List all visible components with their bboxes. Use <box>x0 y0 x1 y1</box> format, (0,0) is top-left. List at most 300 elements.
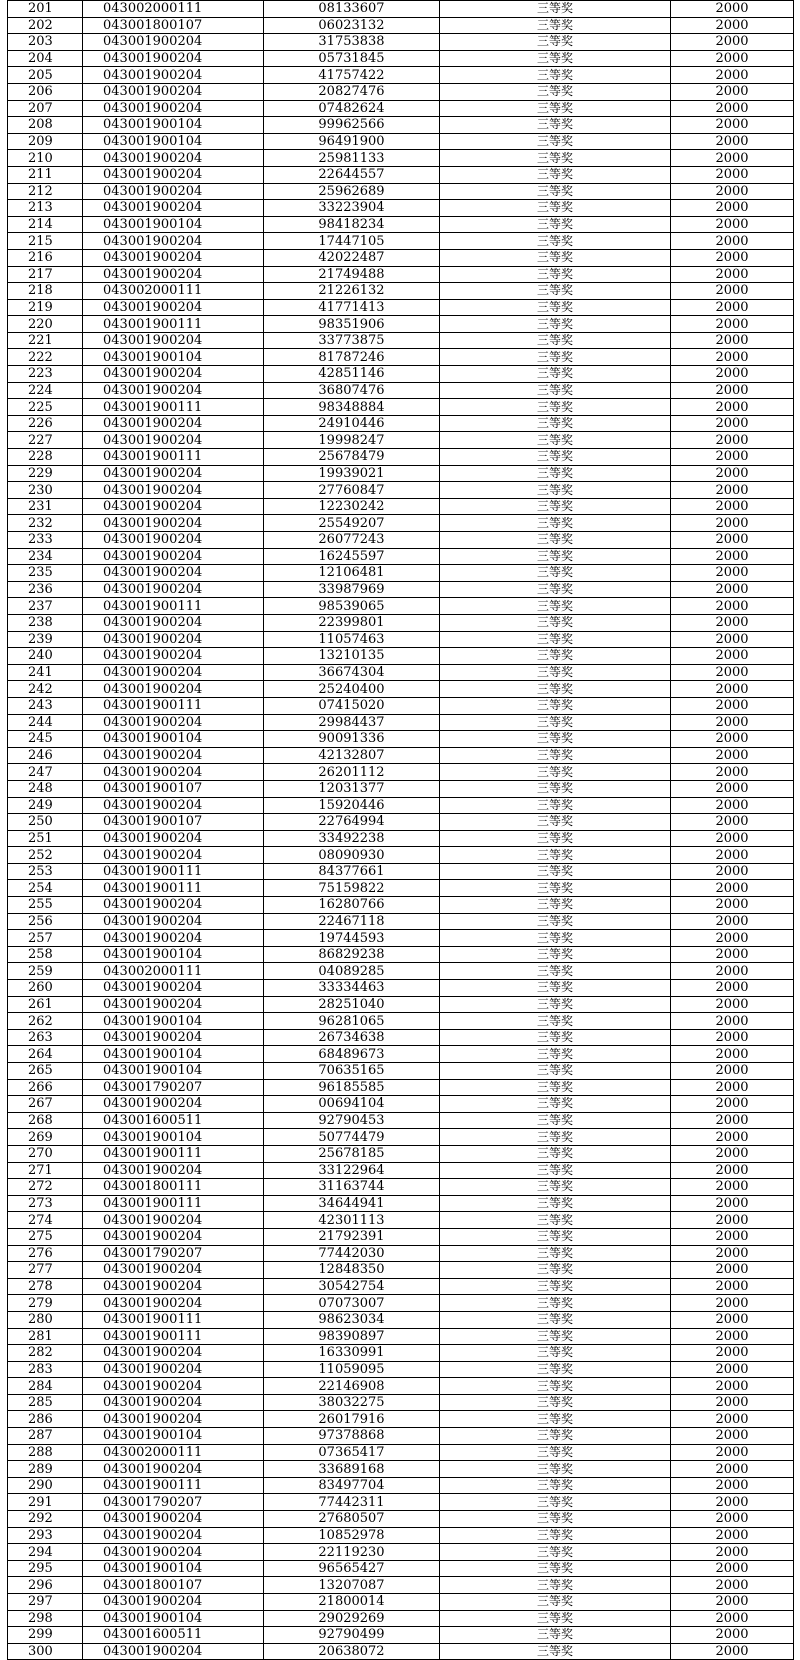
invoice-number: 19744593 <box>264 930 440 947</box>
invoice-number: 22119230 <box>264 1544 440 1561</box>
prize-level: 三等奖 <box>440 1079 671 1096</box>
prize-level: 三等奖 <box>440 1311 671 1328</box>
row-number: 277 <box>8 1262 83 1279</box>
table-row <box>8 1162 794 1179</box>
prize-level: 三等奖 <box>440 1627 671 1644</box>
prize-level: 三等奖 <box>440 764 671 781</box>
invoice-number: 86829238 <box>264 946 440 963</box>
prize-amount: 2000 <box>671 1262 794 1279</box>
invoice-code: 043001900204 <box>83 980 264 997</box>
prize-level: 三等奖 <box>440 598 671 615</box>
prize-level: 三等奖 <box>440 200 671 217</box>
row-number: 266 <box>8 1079 83 1096</box>
invoice-code: 043001900204 <box>83 1411 264 1428</box>
table-row <box>8 532 794 549</box>
row-number: 264 <box>8 1046 83 1063</box>
invoice-code: 043001900204 <box>83 83 264 100</box>
invoice-number: 26201112 <box>264 764 440 781</box>
row-number: 267 <box>8 1096 83 1113</box>
prize-amount: 2000 <box>671 1278 794 1295</box>
table-row <box>8 1228 794 1245</box>
invoice-number: 96565427 <box>264 1560 440 1577</box>
prize-amount: 2000 <box>671 897 794 914</box>
prize-amount: 2000 <box>671 764 794 781</box>
invoice-code: 043001900111 <box>83 316 264 333</box>
prize-amount: 2000 <box>671 150 794 167</box>
table-row <box>8 731 794 748</box>
invoice-number: 17447105 <box>264 233 440 250</box>
invoice-code: 043001900204 <box>83 681 264 698</box>
row-number: 247 <box>8 764 83 781</box>
row-number: 297 <box>8 1594 83 1611</box>
invoice-number: 04089285 <box>264 963 440 980</box>
prize-level: 三等奖 <box>440 1112 671 1129</box>
table-row <box>8 1361 794 1378</box>
row-number: 269 <box>8 1129 83 1146</box>
invoice-code: 043001800107 <box>83 1577 264 1594</box>
table-row <box>8 1594 794 1611</box>
invoice-code: 043001900204 <box>83 847 264 864</box>
prize-amount: 2000 <box>671 863 794 880</box>
invoice-number: 99962566 <box>264 117 440 134</box>
table-row <box>8 880 794 897</box>
table-row <box>8 614 794 631</box>
table-row <box>8 34 794 51</box>
prize-level: 三等奖 <box>440 946 671 963</box>
row-number: 286 <box>8 1411 83 1428</box>
invoice-code: 043001900111 <box>83 863 264 880</box>
invoice-code: 043001900104 <box>83 731 264 748</box>
invoice-code: 043001900111 <box>83 1195 264 1212</box>
row-number: 295 <box>8 1560 83 1577</box>
invoice-number: 75159822 <box>264 880 440 897</box>
prize-amount: 2000 <box>671 200 794 217</box>
invoice-number: 34644941 <box>264 1195 440 1212</box>
prize-level: 三等奖 <box>440 133 671 150</box>
invoice-number: 98418234 <box>264 216 440 233</box>
row-number: 225 <box>8 399 83 416</box>
invoice-code: 043001900204 <box>83 1162 264 1179</box>
prize-level: 三等奖 <box>440 299 671 316</box>
invoice-code: 043001900204 <box>83 830 264 847</box>
invoice-number: 28251040 <box>264 996 440 1013</box>
invoice-number: 12106481 <box>264 565 440 582</box>
table-row <box>8 1428 794 1445</box>
row-number: 257 <box>8 930 83 947</box>
prize-amount: 2000 <box>671 1311 794 1328</box>
prize-level: 三等奖 <box>440 930 671 947</box>
table-row <box>8 1345 794 1362</box>
invoice-number: 36674304 <box>264 664 440 681</box>
row-number: 299 <box>8 1627 83 1644</box>
table-row <box>8 1527 794 1544</box>
invoice-code: 043001900111 <box>83 1477 264 1494</box>
invoice-code: 043001900107 <box>83 780 264 797</box>
prize-amount: 2000 <box>671 50 794 67</box>
invoice-number: 77442030 <box>264 1245 440 1262</box>
row-number: 300 <box>8 1643 83 1660</box>
prize-level: 三等奖 <box>440 449 671 466</box>
invoice-number: 25962689 <box>264 183 440 200</box>
prize-amount: 2000 <box>671 930 794 947</box>
prize-amount: 2000 <box>671 1096 794 1113</box>
prize-amount: 2000 <box>671 216 794 233</box>
invoice-code: 043001900104 <box>83 946 264 963</box>
row-number: 202 <box>8 17 83 34</box>
row-number: 204 <box>8 50 83 67</box>
prize-amount: 2000 <box>671 1577 794 1594</box>
invoice-number: 06023132 <box>264 17 440 34</box>
invoice-code: 043001900204 <box>83 183 264 200</box>
row-number: 201 <box>8 1 83 18</box>
prize-level: 三等奖 <box>440 515 671 532</box>
table-row <box>8 996 794 1013</box>
prize-amount: 2000 <box>671 631 794 648</box>
invoice-code: 043001900204 <box>83 1345 264 1362</box>
row-number: 251 <box>8 830 83 847</box>
invoice-number: 00694104 <box>264 1096 440 1113</box>
prize-amount: 2000 <box>671 449 794 466</box>
prize-amount: 2000 <box>671 482 794 499</box>
prize-level: 三等奖 <box>440 1228 671 1245</box>
prize-amount: 2000 <box>671 581 794 598</box>
table-row <box>8 581 794 598</box>
invoice-number: 22764994 <box>264 814 440 831</box>
prize-level: 三等奖 <box>440 1378 671 1395</box>
invoice-number: 98623034 <box>264 1311 440 1328</box>
row-number: 243 <box>8 697 83 714</box>
invoice-code: 043001600511 <box>83 1112 264 1129</box>
prize-amount: 2000 <box>671 133 794 150</box>
prize-level: 三等奖 <box>440 465 671 482</box>
row-number: 239 <box>8 631 83 648</box>
prize-level: 三等奖 <box>440 1511 671 1528</box>
prize-amount: 2000 <box>671 1511 794 1528</box>
prize-level: 三等奖 <box>440 1013 671 1030</box>
table-row <box>8 1643 794 1660</box>
table-row <box>8 1544 794 1561</box>
prize-amount: 2000 <box>671 299 794 316</box>
prize-level: 三等奖 <box>440 714 671 731</box>
prize-level: 三等奖 <box>440 1262 671 1279</box>
table-row <box>8 1179 794 1196</box>
prize-level: 三等奖 <box>440 631 671 648</box>
invoice-code: 043001900204 <box>83 1378 264 1395</box>
prize-level: 三等奖 <box>440 283 671 300</box>
prize-amount: 2000 <box>671 67 794 84</box>
invoice-code: 043001900204 <box>83 482 264 499</box>
invoice-code: 043001900204 <box>83 1295 264 1312</box>
row-number: 263 <box>8 1029 83 1046</box>
invoice-number: 07073007 <box>264 1295 440 1312</box>
invoice-code: 043001800111 <box>83 1179 264 1196</box>
prize-amount: 2000 <box>671 1411 794 1428</box>
prize-level: 三等奖 <box>440 880 671 897</box>
invoice-code: 043001900204 <box>83 432 264 449</box>
row-number: 276 <box>8 1245 83 1262</box>
table-row <box>8 283 794 300</box>
invoice-number: 38032275 <box>264 1394 440 1411</box>
row-number: 229 <box>8 465 83 482</box>
prize-amount: 2000 <box>671 814 794 831</box>
table-row <box>8 764 794 781</box>
row-number: 254 <box>8 880 83 897</box>
prize-amount: 2000 <box>671 1594 794 1611</box>
prize-level: 三等奖 <box>440 581 671 598</box>
prize-amount: 2000 <box>671 664 794 681</box>
prize-amount: 2000 <box>671 382 794 399</box>
invoice-number: 31753838 <box>264 34 440 51</box>
prize-amount: 2000 <box>671 1643 794 1660</box>
invoice-code: 043001900204 <box>83 249 264 266</box>
prize-amount: 2000 <box>671 1079 794 1096</box>
row-number: 253 <box>8 863 83 880</box>
invoice-code: 043001900104 <box>83 1046 264 1063</box>
row-number: 230 <box>8 482 83 499</box>
table-row <box>8 1079 794 1096</box>
prize-level: 三等奖 <box>440 614 671 631</box>
row-number: 205 <box>8 67 83 84</box>
prize-level: 三等奖 <box>440 216 671 233</box>
prize-amount: 2000 <box>671 565 794 582</box>
prize-amount: 2000 <box>671 1477 794 1494</box>
row-number: 281 <box>8 1328 83 1345</box>
table-row <box>8 100 794 117</box>
table-row <box>8 830 794 847</box>
prize-amount: 2000 <box>671 1029 794 1046</box>
invoice-code: 043001900111 <box>83 880 264 897</box>
invoice-code: 043001900204 <box>83 996 264 1013</box>
table-row <box>8 697 794 714</box>
table-row <box>8 349 794 366</box>
prize-amount: 2000 <box>671 946 794 963</box>
prize-amount: 2000 <box>671 1328 794 1345</box>
table-row <box>8 50 794 67</box>
invoice-number: 07415020 <box>264 697 440 714</box>
prize-level: 三等奖 <box>440 1594 671 1611</box>
row-number: 259 <box>8 963 83 980</box>
prize-amount: 2000 <box>671 17 794 34</box>
invoice-number: 27760847 <box>264 482 440 499</box>
invoice-number: 84377661 <box>264 863 440 880</box>
invoice-number: 36807476 <box>264 382 440 399</box>
prize-level: 三等奖 <box>440 1 671 18</box>
prize-amount: 2000 <box>671 1428 794 1445</box>
invoice-number: 29029269 <box>264 1610 440 1627</box>
table-row <box>8 1096 794 1113</box>
invoice-number: 20638072 <box>264 1643 440 1660</box>
row-number: 240 <box>8 648 83 665</box>
invoice-number: 33773875 <box>264 332 440 349</box>
prize-level: 三等奖 <box>440 233 671 250</box>
invoice-number: 21749488 <box>264 266 440 283</box>
table-row <box>8 415 794 432</box>
prize-level: 三等奖 <box>440 34 671 51</box>
prize-level: 三等奖 <box>440 1295 671 1312</box>
table-row <box>8 1046 794 1063</box>
table-row <box>8 1511 794 1528</box>
table-row <box>8 797 794 814</box>
prize-level: 三等奖 <box>440 830 671 847</box>
invoice-code: 043001900204 <box>83 50 264 67</box>
invoice-number: 25549207 <box>264 515 440 532</box>
invoice-number: 25678185 <box>264 1145 440 1162</box>
row-number: 238 <box>8 614 83 631</box>
table-row <box>8 1311 794 1328</box>
row-number: 261 <box>8 996 83 1013</box>
row-number: 252 <box>8 847 83 864</box>
invoice-code: 043001900111 <box>83 1145 264 1162</box>
row-number: 207 <box>8 100 83 117</box>
table-row <box>8 432 794 449</box>
table-row <box>8 150 794 167</box>
prize-level: 三等奖 <box>440 1145 671 1162</box>
table-row <box>8 1145 794 1162</box>
prize-level: 三等奖 <box>440 1046 671 1063</box>
row-number: 232 <box>8 515 83 532</box>
prize-amount: 2000 <box>671 880 794 897</box>
prize-amount: 2000 <box>671 598 794 615</box>
table-row <box>8 681 794 698</box>
table-row <box>8 216 794 233</box>
row-number: 278 <box>8 1278 83 1295</box>
invoice-number: 13207087 <box>264 1577 440 1594</box>
row-number: 216 <box>8 249 83 266</box>
invoice-number: 25981133 <box>264 150 440 167</box>
prize-amount: 2000 <box>671 233 794 250</box>
prize-amount: 2000 <box>671 432 794 449</box>
prize-level: 三等奖 <box>440 565 671 582</box>
prize-level: 三等奖 <box>440 780 671 797</box>
invoice-code: 043002000111 <box>83 1 264 18</box>
invoice-code: 043001900104 <box>83 117 264 134</box>
row-number: 275 <box>8 1228 83 1245</box>
invoice-code: 043001900204 <box>83 415 264 432</box>
row-number: 221 <box>8 332 83 349</box>
table-row <box>8 200 794 217</box>
prize-level: 三等奖 <box>440 1328 671 1345</box>
row-number: 270 <box>8 1145 83 1162</box>
row-number: 290 <box>8 1477 83 1494</box>
invoice-code: 043001900204 <box>83 1029 264 1046</box>
row-number: 222 <box>8 349 83 366</box>
table-row <box>8 747 794 764</box>
invoice-number: 41771413 <box>264 299 440 316</box>
table-row <box>8 366 794 383</box>
row-number: 287 <box>8 1428 83 1445</box>
invoice-number: 12031377 <box>264 780 440 797</box>
prize-level: 三等奖 <box>440 50 671 67</box>
prize-level: 三等奖 <box>440 100 671 117</box>
table-row <box>8 1394 794 1411</box>
prize-amount: 2000 <box>671 980 794 997</box>
row-number: 249 <box>8 797 83 814</box>
invoice-number: 15920446 <box>264 797 440 814</box>
prize-amount: 2000 <box>671 714 794 731</box>
table-row <box>8 482 794 499</box>
row-number: 212 <box>8 183 83 200</box>
table-row <box>8 1461 794 1478</box>
invoice-code: 043001900204 <box>83 200 264 217</box>
invoice-code: 043001790207 <box>83 1245 264 1262</box>
prize-level: 三等奖 <box>440 797 671 814</box>
prize-amount: 2000 <box>671 681 794 698</box>
prize-amount: 2000 <box>671 1394 794 1411</box>
prize-amount: 2000 <box>671 747 794 764</box>
prize-level: 三等奖 <box>440 1029 671 1046</box>
prize-amount: 2000 <box>671 332 794 349</box>
row-number: 255 <box>8 897 83 914</box>
row-number: 217 <box>8 266 83 283</box>
row-number: 296 <box>8 1577 83 1594</box>
row-number: 260 <box>8 980 83 997</box>
table-row <box>8 1494 794 1511</box>
table-row <box>8 631 794 648</box>
row-number: 265 <box>8 1063 83 1080</box>
invoice-code: 043001900204 <box>83 897 264 914</box>
invoice-code: 043001900204 <box>83 1394 264 1411</box>
invoice-number: 21226132 <box>264 283 440 300</box>
row-number: 218 <box>8 283 83 300</box>
row-number: 246 <box>8 747 83 764</box>
table-row <box>8 1411 794 1428</box>
table-row <box>8 17 794 34</box>
table-row <box>8 1378 794 1395</box>
table-row <box>8 332 794 349</box>
invoice-code: 043002000111 <box>83 1444 264 1461</box>
row-number: 291 <box>8 1494 83 1511</box>
invoice-code: 043001600511 <box>83 1627 264 1644</box>
prize-level: 三等奖 <box>440 432 671 449</box>
table-row <box>8 67 794 84</box>
table-row <box>8 498 794 515</box>
prize-amount: 2000 <box>671 1295 794 1312</box>
row-number: 288 <box>8 1444 83 1461</box>
invoice-number: 33223904 <box>264 200 440 217</box>
prize-level: 三等奖 <box>440 1245 671 1262</box>
row-number: 233 <box>8 532 83 549</box>
prize-amount: 2000 <box>671 1494 794 1511</box>
prize-amount: 2000 <box>671 1444 794 1461</box>
invoice-code: 043001900111 <box>83 598 264 615</box>
table-row <box>8 648 794 665</box>
prize-level: 三等奖 <box>440 249 671 266</box>
table-row <box>8 233 794 250</box>
invoice-number: 68489673 <box>264 1046 440 1063</box>
row-number: 206 <box>8 83 83 100</box>
prize-amount: 2000 <box>671 614 794 631</box>
prize-amount: 2000 <box>671 1195 794 1212</box>
prize-table <box>7 0 794 1660</box>
invoice-number: 21792391 <box>264 1228 440 1245</box>
prize-amount: 2000 <box>671 1527 794 1544</box>
table-row <box>8 382 794 399</box>
invoice-number: 11059095 <box>264 1361 440 1378</box>
invoice-code: 043001900111 <box>83 1328 264 1345</box>
invoice-number: 90091336 <box>264 731 440 748</box>
prize-level: 三等奖 <box>440 814 671 831</box>
row-number: 284 <box>8 1378 83 1395</box>
row-number: 298 <box>8 1610 83 1627</box>
prize-amount: 2000 <box>671 249 794 266</box>
row-number: 280 <box>8 1311 83 1328</box>
prize-amount: 2000 <box>671 83 794 100</box>
invoice-code: 043001900204 <box>83 233 264 250</box>
table-row <box>8 1627 794 1644</box>
invoice-code: 043001900104 <box>83 349 264 366</box>
prize-level: 三等奖 <box>440 1444 671 1461</box>
prize-level: 三等奖 <box>440 266 671 283</box>
